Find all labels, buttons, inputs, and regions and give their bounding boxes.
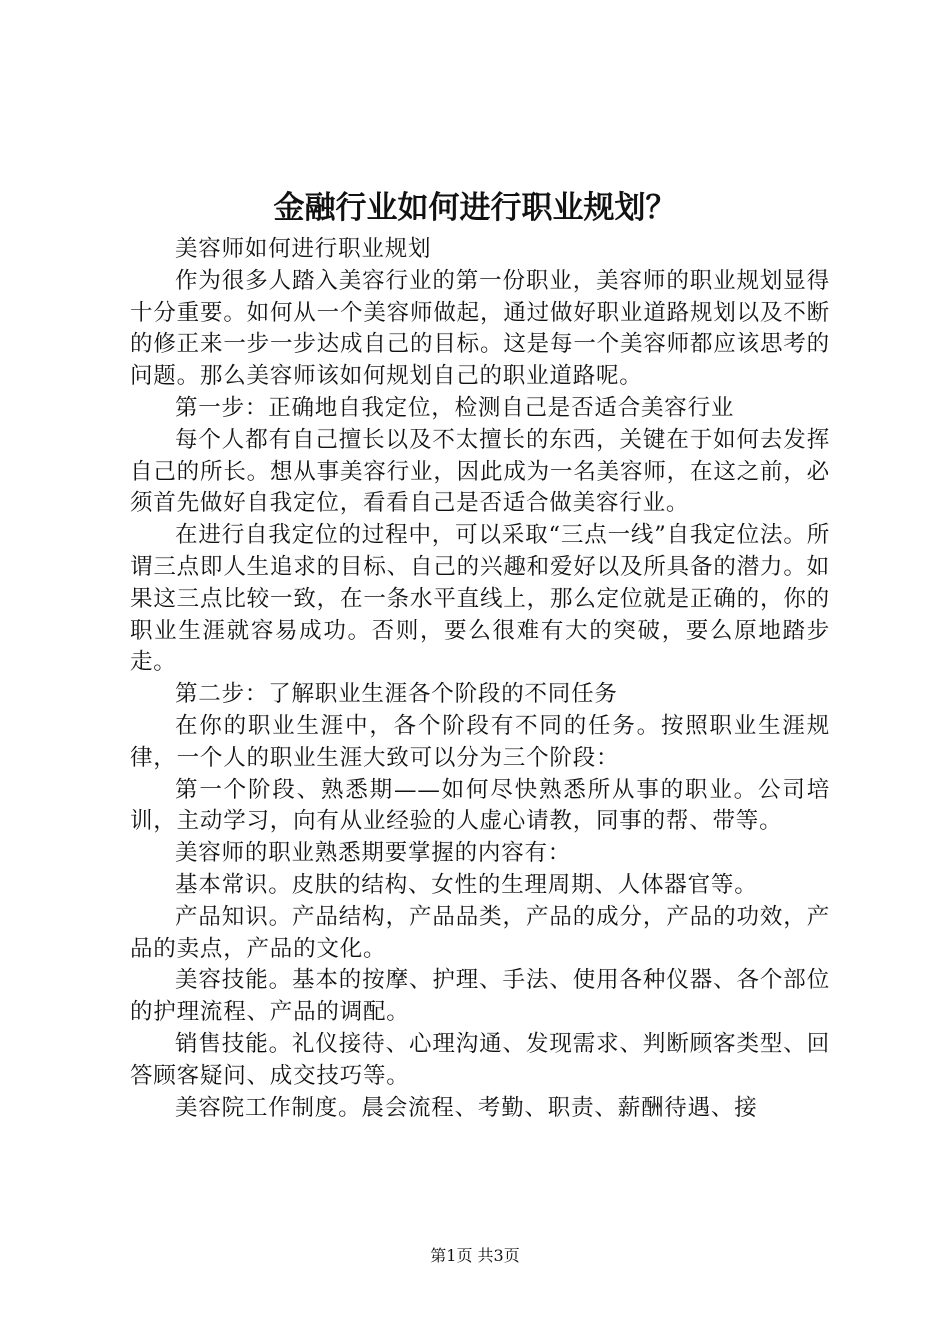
paragraph: 第一个阶段、熟悉期——如何尽快熟悉所从事的职业。公司培训，主动学习，向有从业经验的人虚心请教，同事的帮、带等。 [130, 776, 830, 835]
list-item: 美容技能。基本的按摩、护理、手法、使用各种仪器、各个部位的护理流程、产品的调配。 [130, 967, 830, 1026]
list-item: 产品知识。产品结构，产品品类，产品的成分，产品的功效，产品的卖点，产品的文化。 [130, 903, 830, 962]
section-heading: 第一步：正确地自我定位，检测自己是否适合美容行业 [175, 394, 735, 421]
paragraph: 美容师的职业熟悉期要掌握的内容有： [175, 840, 572, 867]
list-item: 美容院工作制度。晨会流程、考勤、职责、薪酬待遇、接 [175, 1094, 758, 1121]
paragraph: 在进行自我定位的过程中，可以采取“三点一线”自我定位法。所谓三点即人生追求的目标、自己的兴趣和爱好以及所具备的潜力。如果这三点比较一致，在一条水平直线上，那么定位就是正确的，你的职业生涯就容易成功。否则，要么很难有大的突破，要么原地踏步走。 [130, 522, 830, 676]
page-footer: 第1页 共3页 [430, 1246, 520, 1265]
paragraph-subtitle: 美容师如何进行职业规划 [175, 236, 432, 262]
document-body [130, 234, 830, 1124]
document-title: 金融行业如何进行职业规划？ [273, 190, 677, 226]
list-item: 基本常识。皮肤的结构、女性的生理周期、人体器官等。 [175, 871, 758, 898]
list-item: 销售技能。礼仪接待、心理沟通、发现需求、判断顾客类型、回答顾客疑问、成交技巧等。 [130, 1030, 830, 1089]
paragraph: 作为很多人踏入美容行业的第一份职业，美容师的职业规划显得十分重要。如何从一个美容师做起，通过做好职业道路规划以及不断的修正来一步一步达成自己的目标。这是每一个美容师都应该思考的问题。那么美容师该如何规划自己的职业道路呢。 [130, 267, 830, 390]
section-heading: 第二步：了解职业生涯各个阶段的不同任务 [175, 681, 618, 708]
paragraph: 每个人都有自己擅长以及不太擅长的东西，关键在于如何去发挥自己的所长。想从事美容行业，因此成为一名美容师，在这之前，必须首先做好自我定位，看看自己是否适合做美容行业。 [130, 426, 830, 517]
paragraph: 在你的职业生涯中，各个阶段有不同的任务。按照职业生涯规律，一个人的职业生涯大致可以分为三个阶段： [130, 712, 830, 771]
